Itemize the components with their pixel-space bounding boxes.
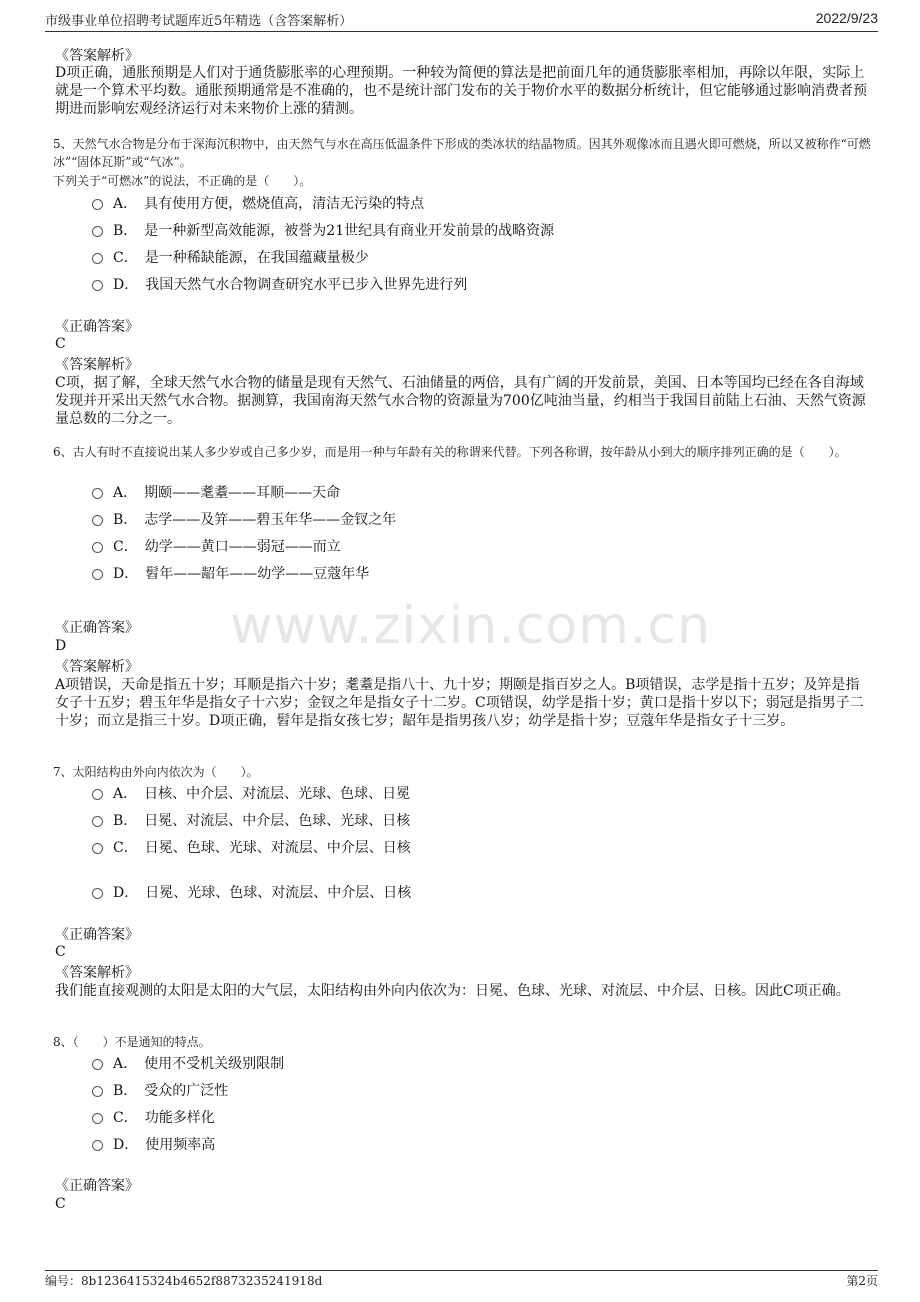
- radio-icon[interactable]: [92, 1140, 103, 1151]
- option-d[interactable]: D． 我国天然气水合物调查研究水平已步入世界先进行列: [92, 275, 467, 295]
- answer-label: 《正确答案》: [55, 319, 139, 335]
- option-a[interactable]: A． 期颐——耄耋——耳顺——天命: [92, 483, 340, 503]
- question-stem: 8、（ ）不是通知的特点。: [53, 1035, 211, 1049]
- analysis-label: 《答案解析》: [55, 965, 139, 981]
- radio-icon[interactable]: [92, 1113, 103, 1124]
- option-b[interactable]: B． 受众的广泛性: [92, 1081, 228, 1101]
- page-header: [45, 10, 878, 32]
- analysis-label: 《答案解析》: [55, 659, 139, 675]
- option-a[interactable]: A． 使用不受机关级别限制: [92, 1054, 284, 1074]
- answer-value: C: [55, 1196, 66, 1212]
- option-b[interactable]: B． 日冕、对流层、中介层、色球、光球、日核: [92, 811, 410, 831]
- header-date: 2022/9/23: [815, 10, 878, 26]
- answer-label: 《正确答案》: [55, 927, 139, 943]
- document-title: 市级事业单位招聘考试题库近5年精选（含答案解析）: [45, 14, 353, 29]
- radio-icon[interactable]: [92, 888, 103, 899]
- option-c[interactable]: C． 日冕、色球、光球、对流层、中介层、日核: [92, 838, 411, 858]
- answer-value: D: [55, 638, 67, 654]
- option-c[interactable]: C． 幼学——黄口——弱冠——而立: [92, 537, 341, 557]
- radio-icon[interactable]: [92, 569, 103, 580]
- radio-icon[interactable]: [92, 253, 103, 264]
- option-a[interactable]: A． 具有使用方便，燃烧值高，清洁无污染的特点: [92, 194, 424, 214]
- analysis-text: C项，据了解，全球天然气水合物的储量是现有天然气、石油储量的两倍，具有广阔的开发前景，美国、日本等国均已经在各自海域发现并开采出天然气水合物。据测算，我国南海天然气水合物的资源量为700亿吨油当量，约相当于我国目前陆上石油、天然气资源量总数的二分之一。: [55, 375, 866, 427]
- radio-icon[interactable]: [92, 816, 103, 827]
- header-divider: [45, 31, 878, 32]
- answer-value: C: [55, 944, 66, 960]
- answer-label: 《正确答案》: [55, 620, 139, 636]
- document-code: 编号：8b1236415324b4652f8873235241918d: [45, 1274, 323, 1288]
- radio-icon[interactable]: [92, 789, 103, 800]
- question-stem: 7、太阳结构由外向内依次为（ ）。: [53, 765, 259, 779]
- option-c[interactable]: C． 是一种稀缺能源，在我国蕴藏量极少: [92, 248, 369, 268]
- analysis-label: 《答案解析》: [55, 357, 139, 373]
- option-a[interactable]: A． 日核、中介层、对流层、光球、色球、日冕: [92, 784, 410, 804]
- analysis-text: D项正确，通胀预期是人们对于通货膨胀率的心理预期。一种较为简便的算法是把前面几年的通货膨胀率相加，再除以年限，实际上就是一个算术平均数。通胀预期通常是不准确的，也不是统计部门发布的关于物价水平的数据分析统计，但它能够通过影响消费者预期进而影响宏观经济运行对未来物价上涨的猜测。: [55, 65, 867, 117]
- option-b[interactable]: B． 是一种新型高效能源，被誉为21世纪具有商业开发前景的战略资源: [92, 221, 554, 241]
- option-d[interactable]: D． 日冕、光球、色球、对流层、中介层、日核: [92, 883, 411, 903]
- page-footer: [45, 1272, 878, 1289]
- analysis-text: 我们能直接观测的太阳是太阳的大气层，太阳结构由外向内依次为：日冕、色球、光球、对流层、中介层、日核。因此C项正确。: [55, 983, 850, 999]
- option-b[interactable]: B． 志学——及笄——碧玉年华——金钗之年: [92, 510, 396, 530]
- radio-icon[interactable]: [92, 515, 103, 526]
- question-stem: 6、古人有时不直接说出某人多少岁或自己多少岁，而是用一种与年龄有关的称谓来代替。下列各称谓，按年龄从小到大的顺序排列正确的是（ ）。: [53, 445, 847, 459]
- option-c[interactable]: C． 功能多样化: [92, 1108, 215, 1128]
- analysis-text: A项错误，天命是指五十岁；耳顺是指六十岁；耄耋是指八十、九十岁；期颐是指百岁之人。B项错误，志学是指十五岁；及笄是指女子十五岁；碧玉年华是指女子十六岁；金钗之年是指女子十二岁。C项错误，幼学是指十岁；黄口是指十岁以下；弱冠是指男子二十岁；而立是指三十岁。D项正确，髫年是指女孩七岁；龆年是指男孩八岁；幼学是指十岁；豆蔻年华是指女子十三岁。: [55, 677, 864, 729]
- option-d[interactable]: D． 髫年——龆年——幼学——豆蔻年华: [92, 564, 369, 584]
- radio-icon[interactable]: [92, 280, 103, 291]
- question-prompt: 下列关于“可燃冰”的说法，不正确的是（ ）。: [53, 174, 312, 188]
- radio-icon[interactable]: [92, 542, 103, 553]
- radio-icon[interactable]: [92, 199, 103, 210]
- radio-icon[interactable]: [92, 1059, 103, 1070]
- radio-icon[interactable]: [92, 226, 103, 237]
- radio-icon[interactable]: [92, 488, 103, 499]
- footer-divider: [45, 1270, 878, 1271]
- question-stem: 5、天然气水合物是分布于深海沉积物中，由天然气与水在高压低温条件下形成的类冰状的结晶物质。因其外观像冰而且遇火即可燃烧，所以又被称作“可燃冰”“固体瓦斯”或“气冰”。: [53, 137, 871, 169]
- watermark: www.zixin.com.cn: [230, 596, 711, 656]
- option-d[interactable]: D． 使用频率高: [92, 1135, 215, 1155]
- radio-icon[interactable]: [92, 843, 103, 854]
- radio-icon[interactable]: [92, 1086, 103, 1097]
- page-number: 第2页: [846, 1274, 878, 1288]
- analysis-label: 《答案解析》: [55, 48, 139, 64]
- answer-value: C: [55, 336, 66, 352]
- answer-label: 《正确答案》: [55, 1178, 139, 1194]
